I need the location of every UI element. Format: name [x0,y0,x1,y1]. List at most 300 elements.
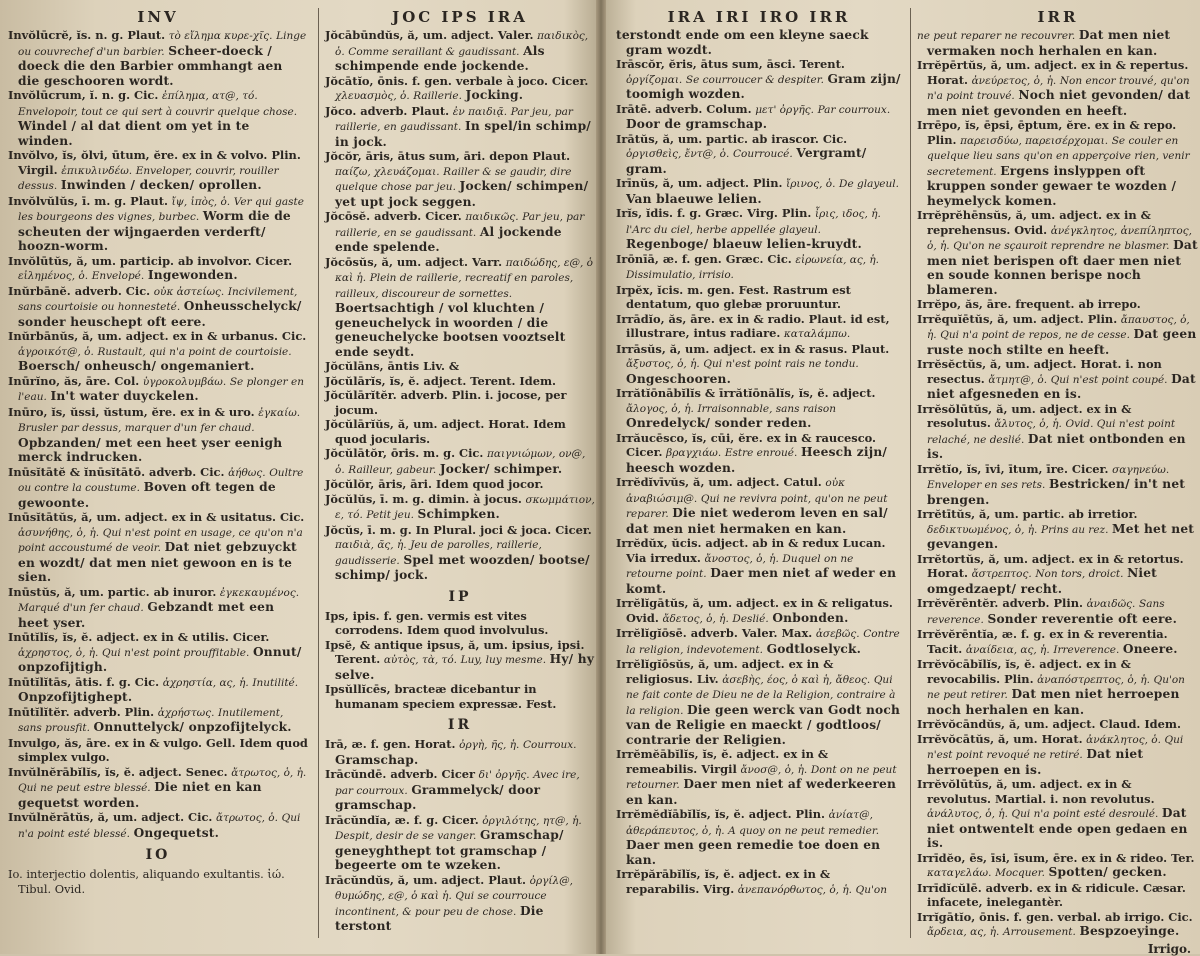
headword: Inŭrbānĕ. adverb. Cic. [8,283,151,298]
french-gloss: Qui n'est point en usage, ce qu'on n'a point accoustumé de veoir. [18,526,303,554]
headword: Irrĕpărābĭlĭs, ĭs, ĕ. adject. ex in & reparabilis. Virg. [616,867,831,896]
french-gloss: Qui ne fait conte de Dieu ne de la Religion, contraire à la religion. [626,673,896,717]
dutch-gloss: Bespzoeyinge. [1079,924,1180,938]
french-gloss: Se courroucer & despiter. [685,73,824,86]
headword: Irācŭndŭs, ă, um. adject. Plaut. [325,872,526,887]
greek-gloss: ἀνάλυτος, ὁ, ἡ. [927,808,1008,820]
french-gloss: Duquel on ne retourne point. [626,552,854,580]
french-gloss: Oultre ou contre la coustume. [18,466,304,494]
greek-gloss: ἐγκεκαυμένος. [219,586,300,599]
greek-gloss: εἰρωνεία, ας, ἡ. Dissimulatio, irrisio. [626,253,880,281]
headword: Invŏlūcrum, ĭ. n. g. Cic. [8,88,159,102]
french-gloss: Enveloper en ses rets. [927,479,1046,491]
french-gloss: Courroux. [522,739,577,751]
dutch-gloss: Worm die de scheuten der wijngaerden verderft/ hoozn-worm. [18,209,291,253]
headword: Jŏcŭlāns, āntis Liv. & [325,359,460,373]
dictionary-entry [8,510,308,585]
headword: Irrĕpo, ăs, āre. frequent. ab irrepo. [917,297,1141,311]
headword: Jŏcābūndŭs, ă, um. adject. Valer. [325,28,534,42]
greek-gloss: ἄτρωτος, ὁ, ἡ. [231,766,307,779]
headword: Irācŭndē. adverb. Cicer [325,767,476,781]
french-gloss: Qui n'a point esté desroulé. [1011,808,1159,820]
dutch-gloss: Dat men niet berispen oft daer men niet en soude konnen berispe noch blameren. [927,238,1198,297]
dictionary-entry [616,102,902,132]
left-column-2 [318,8,595,938]
dictionary-entry [325,74,595,104]
french-gloss: Par courroux. [817,103,891,116]
dutch-gloss: Schimpken. [417,507,500,521]
dutch-gloss: Regenboge/ blaeuw lelien-kruydt. [626,237,862,251]
greek-gloss: δεδικτυωμένος, ὁ, ἡ. [927,523,1038,536]
french-gloss: Petit jeu. [366,509,414,521]
greek-gloss: παίζω, χλευάζομαι. [335,165,440,178]
headword: Irrĕmĕdĭābĭlĭs, ĭs, ĕ. adject. Plin. [616,807,825,821]
dutch-gloss: Ergens inslyppen oft kruppen sonder gewaer te wozden / heymelyck komen. [927,163,1177,208]
greek-gloss: σκωμμάτιον, ε, τό. [335,493,595,521]
dictionary-entry [325,609,595,638]
greek-gloss: ἀνέγκλητος, ἀνεπίληπτος, ὁ, ἡ. [927,224,1192,252]
dictionary-entry [616,206,902,252]
greek-gloss: ἄξυστος, ὁ, ἡ. [626,358,700,370]
dutch-gloss: Onbonden. [772,610,849,625]
dutch-gloss: Van blaeuwe lelien. [626,191,762,206]
greek-gloss: ἀήθως. [228,466,266,479]
headword: Irrīdĕo, ēs, īsi, īsum, ēre. ex in & rideo. Ter. [917,850,1195,865]
greek-gloss: ἀναίδεια, ας, ἡ. [965,643,1050,656]
dictionary-entry [325,813,595,873]
headword: Inŭrbānŭs, ă, um. adject. ex in & urbanus. Cic. [8,329,307,343]
headword: Jŏcŭlŏr, āris, āri. Idem quod jocor. [325,477,544,491]
entry-list [616,57,902,897]
headword: Irĭs, ĭdis. f. g. Græc. Virg. Plin. [616,206,812,220]
greek-gloss: οὐκ ἀστείως. [153,285,225,298]
dutch-gloss: Onredelyck/ sonder reden. [626,416,812,430]
headword: Irātē. adverb. Colum. [616,101,752,116]
french-gloss: Avec ire, par courroux. [335,769,580,797]
dutch-gloss: Jocker/ schimper. [439,461,563,476]
dictionary-entry [325,209,595,255]
dictionary-entry [8,329,308,374]
dutch-gloss: Vergramt/ gram. [626,146,867,176]
dictionary-entry [616,867,902,897]
headword: Irātŭs, ă, um. partic. ab irascor. Cic. [616,131,848,146]
greek-gloss: παιδιὰ, ᾶς, ἡ. [335,539,407,551]
dutch-gloss: Grammelyck/ door gramschap. [335,782,541,812]
dictionary-entry [325,737,595,767]
dictionary-entry [325,523,595,583]
french-gloss: Inutilement, sans prousfit. [18,706,284,734]
french-gloss: Envelopoir, tout ce qui sert à couvrir quelque chose. [18,105,298,118]
headword: Irrĕdŭx, ŭcis. adject. ab in & redux Lucan. Via irredux. [616,536,886,565]
headword: Invŏlvŭlŭs, ī. m. g. Plaut. [8,193,168,208]
french-gloss: Qui ne peut estre blessé. [18,782,151,794]
dictionary-entry [917,208,1199,297]
greek-gloss: δι' ὀργῆς. [478,769,530,781]
dictionary-entry [325,374,595,389]
greek-gloss: ἴρινος, ὁ. [786,178,836,190]
headword: Jŏcŏr, āris, ātus sum, āri. depon Plaut. [325,149,571,163]
dutch-gloss: Die niet wederom leven en sal/ dat men niet hermaken en kan. [626,506,888,536]
greek-gloss: καταγελάω. [927,867,992,879]
headword: Ipsĕ, & antique ipsus, ă, um. ipsius, ipsi. Terent. [325,637,585,666]
section-heading: IR [447,717,473,733]
headword: Irrĕtĭo, ĭs, īvi, ītum, īre. Cicer. [917,461,1109,476]
dictionary-entry [325,255,595,360]
greek-gloss: ἀνάκλητος, ὁ. [1086,733,1161,746]
dictionary-entry [917,297,1199,312]
running-head: IRA IRI IRO IRR [667,8,851,26]
dictionary-entry [325,446,595,477]
french-gloss: Qu'on ne peut retirer. [927,673,1185,701]
french-gloss: Linge ou couvrechef d'un barbier. [18,30,307,58]
entry-list [325,609,595,712]
headword: Jŏcŭlātŏr, ōris. m. g. Cic. [325,446,484,460]
headword: Irrĕpērtŭs, ă, um. adject. ex in & repertus. Horat. [917,58,1189,87]
greek-gloss: ἄνοσ@, ὁ, ἡ. [740,763,808,776]
dictionary-entry [325,682,595,711]
continued-text: terstondt ende om een kleyne saeck gram wozdt. [616,28,869,57]
french-gloss: Luy, luy mesme. [460,654,547,666]
dutch-gloss: In spel/in schimp/ in jock. [335,119,591,149]
dutch-gloss: Windel / al dat dient om yet in te winden. [18,119,250,148]
headword: Jŏcŭlŭs, ī. m. g. dimin. à jocus. [325,491,522,506]
headword: Inūro, ĭs, ŭssi, ŭstum, ĕre. ex in & uro. [8,404,255,419]
dutch-gloss: Godtloselyck. [766,641,862,656]
headword: Irrĕtītŭs, ă, um. partic. ab irretior. [917,507,1138,521]
greek-gloss: ἀναιδῶς. [1086,598,1136,610]
french-gloss: Arrousement. [1003,926,1076,938]
dictionary-entry [325,477,595,492]
headword: Ips, ipis. f. gen. vermis est vites corrodens. Idem quod involvulus. [325,608,549,637]
book-spine [596,0,606,954]
dictionary-entry [8,88,308,148]
headword: Irrĕvŏcābĭlĭs, ĭs, ĕ. adject. ex in & revocabilis. Plin. [917,657,1131,686]
headword: Inūtĭlĭtās, ātis. f. g. Cic. [8,674,160,689]
headword: Jŏcŭlārĭŭs, ă, um. adject. Horat. Idem quod jocularis. [325,417,566,446]
headword: Jŏcōsŭs, ă, um. adject. Varr. [325,254,503,269]
headword: Irrĭgātĭo, ōnis. f. gen. verbal. ab irrigo. Cic. [917,909,1193,924]
greek-gloss: ἄστρεπτος. [971,568,1032,580]
greek-gloss: αὐτὸς, τὰ, τό. [383,654,458,666]
dutch-gloss: Met het net gevangen. [927,521,1195,551]
dictionary-entry [917,312,1199,358]
dictionary-entry [325,359,595,374]
dutch-gloss: Spotten/ gecken. [1048,865,1167,879]
dictionary-entry [8,254,308,284]
dictionary-entry [917,732,1199,778]
greek-gloss: ἶρις, ιδος, ἡ. [814,208,881,220]
headword: Irōnīā, æ. f. gen. Græc. Cic. [616,251,792,266]
headword: Ipsŭllĭcēs, bracteæ dicebantur in humanam speciem expressæ. Fest. [325,682,557,711]
dictionary-entry [917,910,1199,940]
headword: Jŏcōsĕ. adverb. Cicer. [325,209,462,223]
greek-gloss: ἄπαυστος, ὁ, ἡ. [927,313,1190,341]
french-gloss: Brusler par dessus, marquer d'un fer chaud. [18,422,255,434]
french-gloss: Inutilité. [252,676,299,689]
entry-list [325,28,595,583]
french-gloss: Par jeu, par raillerie, en se gaudissant. [335,211,585,239]
dictionary-entry [8,630,308,675]
greek-gloss: μετ' ὀργῆς. [755,103,814,116]
left-column-1 [8,8,308,938]
french-gloss: Irreverence. [1053,643,1120,656]
dictionary-entry [325,873,595,934]
greek-gloss: ἄλογος, ὁ, ἡ. [626,402,694,415]
dictionary-entry [616,657,902,747]
dictionary-entry [616,475,902,536]
headword: Irpĕx, ĭcis. m. gen. Fest. Rastrum est dentatum, quo glebæ proruuntur. [616,282,851,311]
headword: Irrăucēsco, ĭs, cūi, ĕre. ex in & raucesco. Cicer. [616,430,877,459]
dictionary-entry [8,736,308,765]
dictionary-entry [616,176,902,206]
greek-gloss: ὀργιλότης, ητ@, ἡ. [482,814,582,827]
dictionary-entry [917,552,1199,597]
french-gloss: Contre la religion, indevotement. [626,628,900,656]
headword: Irrĕquĭētŭs, ă, um. adject. Plin. [917,311,1118,326]
greek-gloss: ἀναπόστρεπτος, ὁ, ἡ. [1037,673,1150,686]
headword: Irrĕsŏlūtŭs, ă, um. adject. ex in & resolutus. [917,401,1132,430]
dictionary-entry [917,881,1199,910]
greek-gloss: σαγηνεύω. [1112,463,1170,476]
continued-text [917,28,1199,58]
dictionary-entry [616,807,902,867]
french-gloss: Qui n'est point coupé. [1050,373,1168,386]
headword: Irrĕsĕctŭs, ă, um. adject. Horat. i. non resectus. [917,357,1162,386]
dictionary-entry [8,810,308,841]
headword: Irrĕmĕābĭlĭs, ĭs, ĕ. adject. ex in & remeabilis. Virgil [616,747,829,776]
headword: Jŏcātĭo, ōnis. f. gen. verbale à joco. Cicer. [325,73,589,88]
headword: Invŏlvo, ĭs, ŏlvi, ūtum, ĕre. ex in & volvo. Plin. Virgil. [8,148,301,177]
dutch-gloss: Dat niet herroepen en is. [927,747,1144,777]
greek-gloss: παιδικὸς, ὁ. [335,30,589,58]
headword: Irācŭndĭa, æ. f. g. Cicer. [325,812,479,827]
dutch-gloss: Daer men niet af weder en komt. [626,566,897,596]
dutch-gloss: Gramschap/ geneyghthept tot gramschap / begeerte om te wzeken. [335,828,564,872]
dictionary-entry [8,765,308,811]
dutch-gloss: Dat niet ontbonden en is. [927,431,1186,461]
dictionary-entry [325,767,595,813]
headword: Invŭlnĕrātŭs, ă, um. adject. Cic. [8,810,213,824]
dictionary-entry: Io. interjectio dolentis, aliquando exultantis. ἰώ. Tibul. Ovid. [8,867,285,896]
french-gloss: Courroucé. [732,148,793,160]
greek-gloss: βραγχιάω. [666,447,722,459]
dutch-gloss: Hy/ hy selve. [335,652,595,682]
dutch-gloss: In't water duyckelen. [50,389,199,403]
dutch-gloss: Dat niet afgesneden en is. [927,371,1196,401]
dutch-gloss: Boven oft tegen de gewoonte. [18,480,276,510]
dutch-gloss: Inwinden / decken/ oprollen. [60,178,262,192]
french-gloss: Qui n'est point rais ne tondu. [703,358,859,370]
french-gloss: Estre enroué. [724,447,798,459]
dictionary-entry [325,492,595,523]
dutch-gloss: Dat niet gebzuyckt en wozdt/ dat men niet gewoon en is te sien. [18,540,297,584]
french-gloss: Jeu de parolles, raillerie, gaudisserie. [335,539,542,567]
dictionary-entry [8,705,308,736]
headword: Irāscŏr, ĕris, ātus sum, āsci. Terent. [616,57,845,71]
dictionary-entry [616,596,902,626]
headword: Irrĕvĕrēntĕr. adverb. Plin. [917,596,1083,610]
dictionary-entry [917,657,1199,717]
dictionary-entry [8,465,308,511]
dutch-gloss: Boersch/ onheusch/ ongemaniert. [18,359,255,373]
dictionary-entry [616,57,902,102]
french-gloss: Envelopé. [91,270,145,282]
dutch-gloss: Jocking. [465,88,524,102]
headword: Irrĕdĭvīvŭs, ă, um. adject. Catul. [616,475,822,489]
dutch-gloss: Ingewonden. [147,268,238,282]
headword: Irrĕvŏcāndŭs, ă, um. adject. Claud. Idem. [917,717,1181,731]
french-gloss: Ovid. Qui n'est point relaché, ne deslié. [927,418,1176,446]
dictionary-entry [325,388,595,417]
greek-gloss: ὀργίζομαι. [626,73,683,86]
dictionary-entry [917,596,1199,627]
dictionary-entry [616,283,902,312]
dictionary-entry [616,252,902,283]
french-gloss: Se couler en quelque lieu sans qu'on en apperçoive rien, venir secretement. [927,134,1190,178]
dutch-gloss: Die geen werck van Godt noch van de Religie en maeckt / godtloos/ contrarie der Religien. [626,702,901,747]
french-gloss: Qu'on ne sçauroit reprendre ne blasmer. [953,240,1170,252]
headword: Irrĕvĕrēntĭa, æ. f. g. ex in & reverentia. Tacit. [917,627,1168,656]
dutch-gloss: Ongequetst. [133,825,220,840]
dutch-gloss: Onheusschelyck/ sonder heuschept oft eere. [18,299,302,329]
dutch-gloss: Onnut/ onpzofijtigh. [18,644,302,674]
headword: Irrādĭo, ăs, āre. ex in & radio. Plaut. id est, illustrare, intus radiare. [616,311,890,340]
french-gloss: Qui se courrouce incontinent, & pour peu de chose. [335,890,547,918]
greek-gloss: ἄνοστος, ὁ, ἡ. [704,552,779,565]
dutch-gloss: Oneere. [1122,641,1178,656]
entry-list [8,28,308,841]
french-gloss: Non tors, droict. [1035,568,1124,580]
dictionary-entry [325,149,595,209]
greek-gloss: παιγνιώμων, ον@, ὁ. [335,448,586,476]
section-heading: IP [448,588,472,605]
dutch-gloss: Scheer-doeck / doeck die den Barbier ommhangt aen die geschooren wordt. [18,43,283,88]
right-page [612,8,1198,956]
headword: Jŏco. adverb. Plaut. [325,103,450,118]
greek-gloss: παρεισδύω, παρεισέρχομαι. [960,134,1109,147]
french-gloss: A quoy on ne peut remedier. [728,824,880,837]
headword: Irrēpo, ĭs, ēpsi, ēptum, ĕre. ex in & repo. Plin. [917,118,1177,147]
headword: Inūtĭlĭs, ĭs, ĕ. adject. ex in & utilis. Cicer. [8,630,270,644]
greek-gloss: ἀσυνήθης, ὁ, ἡ. [18,526,100,539]
right-column-1 [616,8,902,938]
headword: Irrĕvŏlūtŭs, ă, um. adject. ex in & revolutus. Martial. i. non revolutus. [917,777,1155,806]
headword: Irrĕprĕhēnsŭs, ă, um. adject. ex in & reprehensus. Ovid. [917,208,1151,237]
dictionary-entry [325,104,595,150]
french-gloss: Despit, desir de se vanger. [335,830,477,842]
headword: Irrĕlĭgĭōsŭs, ă, um. adject. ex in & religiosus. Liv. [616,657,834,686]
greek-gloss: ἀχρηστία, ας, ἡ. [162,676,249,689]
french-gloss: Marqué d'un fer chaud. [18,602,144,614]
french-gloss: Rustault, qui n'a point de courtoisie. [97,345,292,358]
headword: Inūsĭtātŭs, ă, um. adject. ex in & usitatus. Cic. [8,510,305,524]
dutch-gloss: Dat men niet herroepen noch herhalen en kan. [927,687,1180,717]
dutch-gloss: Dat geen ruste noch stilte en heeft. [927,327,1197,357]
greek-gloss: εἰλημένος, ὁ. [18,270,89,282]
headword: Jŏcŭlārĭtĕr. adverb. Plin. i. jocose, per jocum. [325,388,567,417]
greek-gloss: ἄρδεια, ας, ἡ. [927,926,1000,938]
dictionary-entry [8,675,308,705]
dictionary-entry [917,357,1199,402]
dictionary-entry [917,462,1199,508]
greek-gloss: ἀχρηστος, ὁ, ἡ. [18,646,99,659]
dictionary-entry [616,132,902,177]
dutch-gloss: Opbzanden/ met een heet yser eenigh merck indrucken. [18,435,283,464]
french-gloss: Qu'on [855,883,887,896]
headword: Invŏlūtŭs, ă, um. particip. ab involvor. Cicer. [8,253,293,268]
entry-list [917,58,1199,940]
headword: Invŭlnĕrābĭlĭs, ĭs, ĕ. adject. Senec. [8,764,228,779]
dictionary-entry [917,402,1199,462]
greek-gloss: ἐγκαίω. [258,406,301,419]
french-gloss: Railleur, gabeur. [348,463,437,476]
greek-gloss: παιδώδης, ε@, ὁ καὶ ἡ. [335,256,593,284]
french-gloss: Qui n'a point esté blessé. [18,812,301,840]
section-heading: IO [145,847,171,863]
headword: Irrĕlĭgĭōsē. adverb. Valer. Max. [616,626,813,640]
dictionary-entry [616,342,902,387]
dutch-gloss: Ongeschooren. [626,371,732,386]
french-gloss: Par jeu, par raillerie, en gaudissant. [335,105,573,133]
french-gloss: Qui ne revivra point, qu'on ne peut reparer. [626,492,888,520]
greek-gloss: ἀνεύρετος, ὁ, ἡ. [971,74,1057,87]
dutch-gloss: Als schimpende ende jockende. [335,43,545,73]
dutch-gloss: Onnuttelyck/ onpzofijtelyck. [93,720,292,734]
greek-gloss: ἐν παιδιᾷ. [452,105,508,118]
greek-gloss: οὐκ ἀναβιώσιμ@. [626,477,845,505]
headword: Inūtĭlĭtĕr. adverb. Plin. [8,704,155,719]
running-head: IRR [1037,8,1079,26]
headword: Jŏcŭs, ī. m. g. In Plural. joci & joca. Cicer. [325,522,592,537]
headword: Invulgo, ăs, āre. ex in & vulgo. Gell. Idem quod simplex vulgo. [8,735,308,764]
french-gloss: l'Arc du ciel, herbe appellée glayeul. [626,223,821,236]
french-gloss: Dont on ne peut retourner. [626,763,897,791]
greek-gloss: παιδικῶς. [465,211,519,223]
dictionary-entry [8,585,308,631]
headword: Irrĕlĭgātŭs, ă, um. adject. ex in & religatus. Ovid. [616,596,893,625]
headword: Irrīdĭcŭlē. adverb. ex in & ridicule. Cæsar. infacete, inelegantèr. [917,880,1186,909]
right-column-2 [910,8,1199,956]
headword: Irrătĭōnābĭlĭs & īrrătĭōnālĭs, ĭs, ĕ. adject. [616,386,876,400]
dictionary-entry [8,405,308,465]
dictionary-entry [8,28,308,88]
dutch-gloss: Gebzandt met een heet yser. [18,600,275,630]
dutch-gloss: Jocken/ schimpen/ yet upt jock seggen. [335,179,589,209]
dictionary-entry [8,148,308,194]
dutch-gloss: Door de gramschap. [626,117,768,131]
french-gloss: Non encor trouvé, qu'on n'a point trouvé. [927,74,1190,102]
dictionary-entry [917,627,1199,657]
greek-gloss: ὀργίλ@, θυμώδης, ε@, ὁ καὶ ἡ. [335,874,574,902]
greek-gloss: ἐπίλημα, ατ@, τό. [161,90,258,102]
dictionary-entry [8,374,308,405]
dictionary-entry [616,626,902,657]
greek-gloss: ἀσεβὴς, έος, ὁ καὶ ἡ, ἄθεος. [722,673,871,686]
dutch-gloss: Dat men niet vermaken noch herhalen en kan. [927,28,1171,58]
entry-list [325,737,595,934]
french-gloss: Sans reverence. [927,598,1165,626]
greek-gloss: ἀνεπανόρθωτος, ὁ, ἡ. [737,883,852,896]
dutch-gloss: Daer men geen remedie toe doen en kan. [626,838,881,867]
french-gloss: Prins au rez. [1041,523,1109,536]
dictionary-entry [325,28,595,74]
headword: Inūstŭs, ă, um. partic. ab inuror. [8,584,217,599]
dictionary-entry [325,417,595,446]
dutch-gloss: Spel met woozden/ bootse/ schimp/ jock. [335,552,590,582]
greek-gloss: ἐπικυλινδέω. [61,164,133,177]
greek-gloss: ὀργισθεὶς, ἔντ@, ὁ. [626,148,730,160]
dutch-gloss: Niet omgedzaept/ recht. [927,566,1158,596]
